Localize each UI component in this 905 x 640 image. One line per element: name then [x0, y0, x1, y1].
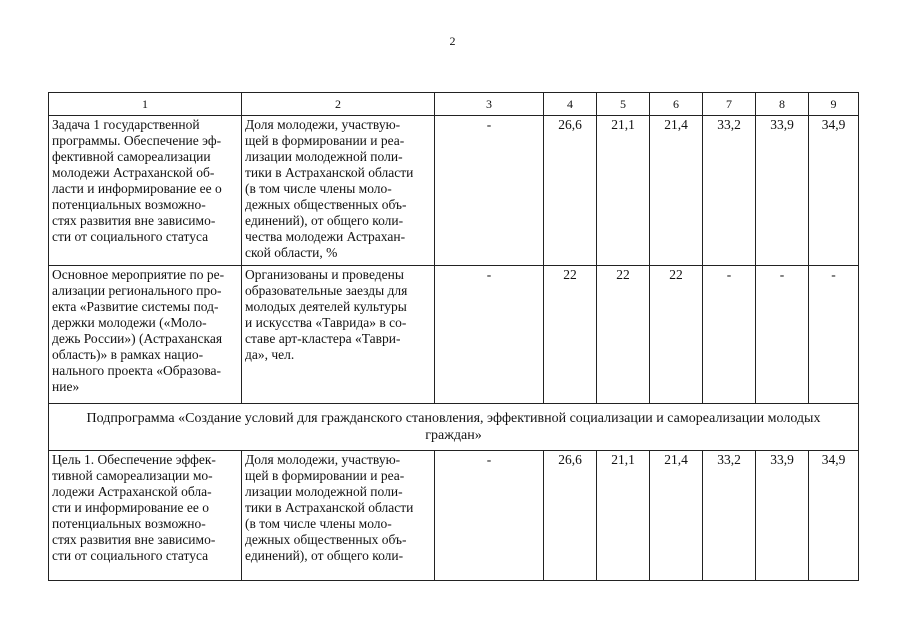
value-cell: 34,9 — [809, 116, 859, 266]
task-cell-line: тивной самореализации мо- — [52, 468, 213, 483]
value-cell: 21,1 — [597, 116, 650, 266]
value-cell: 33,2 — [703, 116, 756, 266]
subprogram-title — [49, 404, 859, 451]
task-cell — [49, 116, 242, 266]
subprogram-row — [49, 404, 859, 451]
value-cell: 26,6 — [544, 116, 597, 266]
task-cell-line: область)» в рамках нацио- — [52, 347, 204, 362]
value-cell: 33,2 — [703, 451, 756, 581]
task-cell-line: ласти и информирование ее о — [52, 181, 222, 196]
value-cell: - — [756, 266, 809, 404]
task-cell-line: лодежи Астраханской обла- — [52, 484, 212, 499]
value-cell: - — [809, 266, 859, 404]
value-cell: - — [435, 266, 544, 404]
indicator-cell-line: ставе арт-кластера «Таври- — [245, 331, 401, 346]
indicator-cell-line: и искусства «Таврида» в со- — [245, 315, 407, 330]
indicator-cell-line: дежных общественных объ- — [245, 197, 407, 212]
task-cell-line: молодежи Астраханской об- — [52, 165, 215, 180]
task-cell-line: фективной самореализации — [52, 149, 211, 164]
column-header: 4 — [544, 93, 597, 116]
task-cell-line: Задача 1 государственной — [52, 117, 200, 132]
indicator-cell-line: молодых деятелей культуры — [245, 299, 407, 314]
column-header: 3 — [435, 93, 544, 116]
value-cell: 22 — [544, 266, 597, 404]
indicator-cell — [242, 266, 435, 404]
task-cell-line: сти и информирование ее о — [52, 500, 209, 515]
task-cell-line: программы. Обеспечение эф- — [52, 133, 222, 148]
value-cell: 33,9 — [756, 451, 809, 581]
column-header: 1 — [49, 93, 242, 116]
task-cell-line: сти от социального статуса — [52, 548, 209, 563]
indicator-cell-line: единений), от общего коли- — [245, 548, 404, 563]
task-cell-line: стях развития вне зависимо- — [52, 213, 216, 228]
indicator-cell-line: Доля молодежи, участвую- — [245, 117, 401, 132]
indicator-cell-line: чества молодежи Астрахан- — [245, 229, 406, 244]
indicator-cell-line: единений), от общего коли- — [245, 213, 404, 228]
indicator-cell-line: тики в Астраханской области — [245, 500, 414, 515]
value-cell: 33,9 — [756, 116, 809, 266]
task-cell-line: стях развития вне зависимо- — [52, 532, 216, 547]
indicator-cell-line: щей в формировании и реа- — [245, 468, 405, 483]
task-cell-line: потенциальных возможно- — [52, 516, 206, 531]
indicator-cell-line: щей в формировании и реа- — [245, 133, 405, 148]
indicator-cell-line: да», чел. — [245, 347, 295, 362]
indicator-cell-line: Доля молодежи, участвую- — [245, 452, 401, 467]
task-cell-line: екта «Развитие системы под- — [52, 299, 219, 314]
value-cell: - — [435, 116, 544, 266]
task-cell-line: нального проекта «Образова- — [52, 363, 222, 378]
value-cell: 21,4 — [650, 451, 703, 581]
table-row — [49, 116, 859, 266]
indicator-cell-line: лизации молодежной поли- — [245, 484, 403, 499]
indicator-cell-line: образовательные заезды для — [245, 283, 408, 298]
column-header: 7 — [703, 93, 756, 116]
column-header: 2 — [242, 93, 435, 116]
indicator-cell-line: дежных общественных объ- — [245, 532, 407, 547]
value-cell: - — [435, 451, 544, 581]
column-header: 9 — [809, 93, 859, 116]
task-cell-line: ализации регионального про- — [52, 283, 222, 298]
value-cell: 21,4 — [650, 116, 703, 266]
column-header: 6 — [650, 93, 703, 116]
task-cell-line: ние» — [52, 379, 80, 394]
subprogram-title-line: Подпрограмма «Создание условий для гражданского становления, эффективной социализации и самореализации молодых — [86, 411, 821, 426]
page-number: 2 — [449, 34, 456, 48]
task-cell-line: Цель 1. Обеспечение эффек- — [52, 452, 216, 467]
value-cell: 21,1 — [597, 451, 650, 581]
indicator-cell-line: лизации молодежной поли- — [245, 149, 403, 164]
task-cell-line: держки молодежи («Моло- — [52, 315, 207, 330]
task-cell-line: потенциальных возможно- — [52, 197, 206, 212]
table-row — [49, 266, 859, 404]
indicator-cell-line: ской области, % — [245, 245, 338, 260]
indicator-cell-line: Организованы и проведены — [245, 267, 404, 282]
indicator-cell — [242, 116, 435, 266]
value-cell: - — [703, 266, 756, 404]
task-cell-line: дежь России») (Астраханская — [52, 331, 223, 346]
indicators-table — [48, 92, 859, 581]
value-cell: 22 — [597, 266, 650, 404]
column-header: 5 — [597, 93, 650, 116]
table-row — [49, 451, 859, 581]
task-cell-line: сти от социального статуса — [52, 229, 209, 244]
indicator-cell-line: (в том числе члены моло- — [245, 181, 392, 196]
value-cell: 26,6 — [544, 451, 597, 581]
value-cell: 22 — [650, 266, 703, 404]
task-cell — [49, 451, 242, 581]
value-cell: 34,9 — [809, 451, 859, 581]
indicator-cell-line: (в том числе члены моло- — [245, 516, 392, 531]
table-header-row — [49, 93, 859, 116]
indicator-cell-line: тики в Астраханской области — [245, 165, 414, 180]
subprogram-title-line: граждан» — [425, 428, 482, 443]
column-header: 8 — [756, 93, 809, 116]
indicator-cell — [242, 451, 435, 581]
task-cell-line: Основное мероприятие по ре- — [52, 267, 225, 282]
task-cell — [49, 266, 242, 404]
